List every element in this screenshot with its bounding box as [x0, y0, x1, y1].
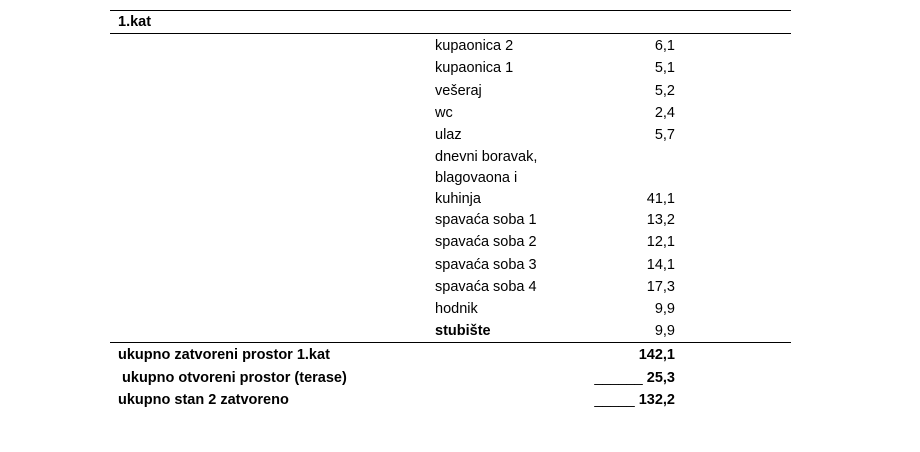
room-row	[0, 124, 920, 146]
header-rule	[110, 33, 791, 34]
room-name: kupaonica 1	[435, 60, 514, 76]
room-area: 5,2	[654, 83, 675, 99]
total-row-closed	[0, 344, 920, 366]
total-apartment-label: ukupno stan 2 zatvoreno	[118, 392, 289, 408]
totals-rule	[110, 342, 791, 343]
room-name-line: kuhinja	[435, 191, 481, 207]
room-row	[0, 57, 920, 79]
room-name: wc	[435, 105, 453, 121]
room-area: 6,1	[654, 38, 675, 54]
room-name: spavaća soba 4	[435, 279, 537, 295]
room-area: 9,9	[654, 323, 675, 339]
room-name: ulaz	[435, 127, 462, 143]
room-row	[0, 209, 920, 231]
room-area: 14,1	[646, 257, 675, 273]
total-open-value: 25,3	[646, 370, 675, 386]
top-rule	[110, 10, 791, 11]
room-area: 17,3	[646, 279, 675, 295]
total-open-blank: ______	[594, 370, 643, 386]
room-row	[0, 320, 920, 342]
room-area: 5,1	[654, 60, 675, 76]
room-area: 9,9	[654, 301, 675, 317]
room-area: 41,1	[646, 191, 675, 207]
room-name: spavaća soba 3	[435, 257, 537, 273]
room-row	[0, 254, 920, 276]
room-row	[0, 35, 920, 57]
section-title: 1.kat	[118, 14, 152, 30]
room-area: 12,1	[646, 234, 675, 250]
total-row-apartment	[0, 389, 920, 411]
room-area: 13,2	[646, 212, 675, 228]
room-name: spavaća soba 1	[435, 212, 537, 228]
room-row	[0, 298, 920, 320]
room-row	[0, 102, 920, 124]
total-closed-label: ukupno zatvoreni prostor 1.kat	[118, 347, 330, 363]
total-open-value-cell	[560, 367, 675, 389]
room-name: spavaća soba 2	[435, 234, 537, 250]
room-name-line: blagovaona i	[435, 170, 518, 186]
room-name: stubište	[435, 323, 491, 339]
room-area: 2,4	[654, 105, 675, 121]
total-apartment-value-cell	[560, 389, 675, 411]
room-name: kupaonica 2	[435, 38, 514, 54]
room-name-line: dnevni boravak,	[435, 149, 538, 165]
total-apartment-value: 132,2	[638, 392, 675, 408]
total-closed-value: 142,1	[638, 347, 675, 363]
room-row	[0, 231, 920, 253]
room-row	[0, 276, 920, 298]
room-area: 5,7	[654, 127, 675, 143]
room-name: hodnik	[435, 301, 478, 317]
total-row-open	[0, 367, 920, 389]
room-row	[0, 80, 920, 102]
total-apartment-blank: _____	[594, 392, 635, 408]
room-name: vešeraj	[435, 83, 482, 99]
total-open-label: ukupno otvoreni prostor (terase)	[118, 370, 347, 386]
